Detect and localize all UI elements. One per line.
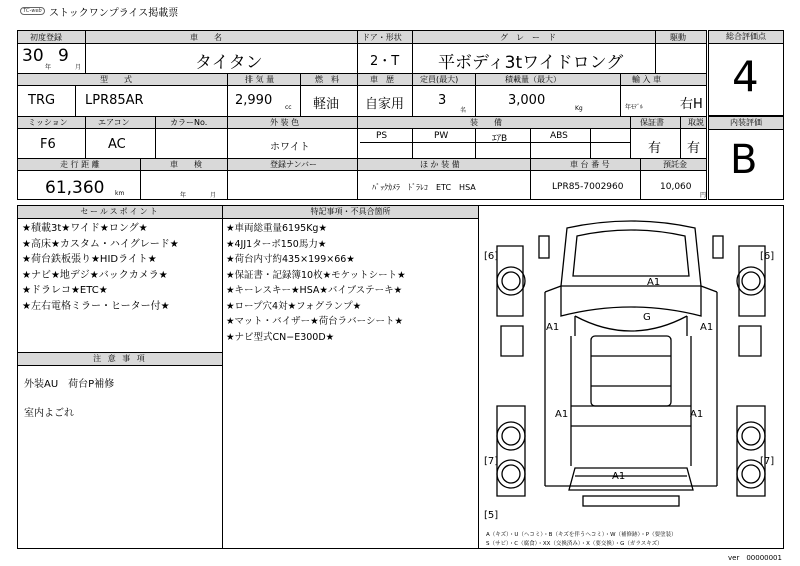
sales-line: ★ナビ★地デジ★バックカメラ★: [22, 269, 168, 281]
panel-bracket: [7]: [484, 456, 499, 467]
overall-grade: 4: [732, 52, 759, 101]
damage-mark: A1: [700, 322, 714, 333]
model-year: 年ﾓﾃﾞﾙ: [625, 104, 644, 111]
interior-grade: B: [730, 137, 758, 183]
damage-mark: A1: [690, 409, 704, 420]
label-import: 輸 入 車: [632, 75, 662, 84]
reg-month-unit: 月: [75, 64, 82, 71]
damage-mark: A1: [647, 277, 661, 288]
label-drive: 駆動: [670, 33, 686, 42]
reg-year-unit: 年: [45, 64, 52, 71]
notes-header: 特記事項・不具合箇所: [223, 206, 478, 218]
label-load: 積載量（最大）: [505, 75, 561, 84]
damage-mark: A1: [555, 409, 569, 420]
load-unit: Kg: [575, 105, 583, 112]
label-chassis: 車 台 番 号: [570, 160, 610, 169]
label-first-reg: 初度登録: [30, 33, 62, 42]
sales-header: セールスポイント: [18, 206, 222, 218]
notes-line: ★車両総重量6195Kg★: [226, 223, 327, 234]
damage-mark: A1: [612, 471, 626, 482]
notes-line: ★荷台内寸約435×199×66★: [226, 254, 355, 265]
version: ver 00000001: [728, 554, 782, 562]
label-car-name: 車 名: [190, 33, 222, 42]
manual: 有: [687, 141, 701, 156]
grade: 平ボディ3tワイドロング: [438, 53, 624, 73]
aircon: AC: [108, 137, 126, 152]
label-warranty: 保証書: [640, 118, 664, 127]
label-recycle: 預託金: [663, 160, 687, 169]
cc-unit: cc: [285, 104, 292, 111]
label-equipment: 装 備: [470, 118, 502, 127]
load: 3,000: [508, 93, 546, 108]
notes-line: ★キーレスキー★HSA★バイブステーキ★: [226, 285, 403, 296]
label-history: 車 歴: [370, 75, 394, 84]
km-unit: km: [115, 190, 125, 197]
logo: TC-web: [20, 7, 45, 15]
notes-line: ★ナビ型式CN−E300D★: [226, 331, 335, 343]
label-color-no: カラーNo.: [170, 118, 208, 127]
capacity: 3: [438, 93, 447, 108]
other-equip: ﾊﾞｯｸｶﾒﾗ ﾄﾞﾗﾚｺ ETC HSA: [372, 183, 476, 192]
chassis-no: LPR85-7002960: [552, 182, 624, 192]
insp-year-unit: 年: [180, 192, 187, 199]
equip-pw: PW: [434, 131, 449, 141]
caution-line: 外装AU 荷台P補修: [24, 379, 115, 390]
caution-header: 注 意 事 項: [18, 353, 222, 365]
caution-line: 室内よごれ: [24, 408, 74, 419]
label-displacement: 排 気 量: [245, 75, 275, 84]
form-title: ストックワンプライス掲載票: [49, 8, 179, 19]
sales-line: ★積載3t★ワイド★ロング★: [22, 223, 148, 234]
door-form: 2・T: [370, 54, 400, 69]
mission: F6: [40, 137, 56, 152]
damage-mark: G: [643, 312, 651, 323]
overall-grade-header: 総合評価点: [709, 31, 783, 43]
capacity-unit: 名: [460, 107, 467, 114]
notes-list: [226, 221, 406, 345]
model-prefix: TRG: [28, 93, 56, 108]
panel-bracket: [5]: [484, 510, 499, 521]
equip-airbag: ｴｱB: [492, 134, 508, 144]
displacement: 2,990: [235, 93, 273, 108]
label-ext-color: 外 装 色: [270, 118, 300, 127]
reg-month: 9: [58, 46, 69, 66]
warranty: 有: [648, 141, 662, 156]
insp-month-unit: 月: [210, 192, 217, 199]
label-aircon: エアコン: [98, 118, 130, 127]
car-name: タイタン: [195, 53, 263, 73]
notes-line: ★ロープ穴4対★フォグランプ★: [226, 300, 362, 312]
model: LPR85AR: [85, 93, 144, 108]
ext-color: ホワイト: [270, 142, 310, 153]
fuel: 軽油: [313, 97, 340, 112]
label-inspection: 車 検: [170, 160, 202, 169]
notes-line: ★4JJ1ターボ150馬力★: [226, 238, 327, 250]
yen-unit: 円: [700, 192, 707, 199]
label-model: 型 式: [100, 75, 132, 84]
label-reg-plate: 登録ナンバー: [270, 160, 318, 169]
notes-line: ★保証書・記録簿10枚★モケットシート★: [226, 269, 406, 281]
panel-bracket: [6]: [760, 251, 775, 262]
label-capacity: 定員(最大): [420, 75, 459, 84]
label-door: ドア・形状: [362, 33, 402, 42]
label-fuel: 燃 料: [315, 75, 339, 84]
panel-bracket: [6]: [484, 251, 499, 262]
handle: 右H: [680, 97, 703, 112]
legend-line: A（キズ）・U（ヘコミ）・B（キズを伴うヘコミ）・W（補修跡）・P（要塗装）: [486, 532, 677, 538]
interior-grade-header: 内装評価: [709, 117, 783, 129]
label-mission: ミッション: [28, 118, 68, 127]
sales-line: ★左右電格ミラー・ヒーター付★: [22, 300, 170, 312]
label-other-equip: ほ か 装 備: [420, 160, 460, 169]
panel-bracket: [7]: [760, 456, 775, 467]
sales-line: ★荷台鉄板張り★HIDライト★: [22, 254, 157, 265]
equip-ps: PS: [376, 131, 388, 141]
recycle: 10,060: [660, 182, 692, 192]
legend-line: S（サビ）・C（腐食）・XX（交換済み）・X（要交換）・G（ガラスキズ）: [486, 541, 663, 547]
label-grade: グ レ ー ド: [500, 33, 556, 42]
mileage: 61,360: [45, 178, 105, 198]
reg-year: 30: [22, 46, 44, 66]
equip-abs: ABS: [550, 131, 568, 141]
notes-line: ★マット・バイザー★荷台ラバーシート★: [226, 316, 403, 327]
label-mileage: 走 行 距 離: [60, 160, 100, 169]
sales-points: [22, 221, 179, 314]
truck-damage-diagram: [479, 206, 783, 548]
sales-line: ★ドラレコ★ETC★: [22, 285, 108, 296]
damage-mark: A1: [546, 322, 560, 333]
sales-line: ★高床★カスタム・ハイグレード★: [22, 238, 179, 250]
label-manual: 取説: [688, 118, 704, 127]
history: 自家用: [365, 97, 405, 112]
